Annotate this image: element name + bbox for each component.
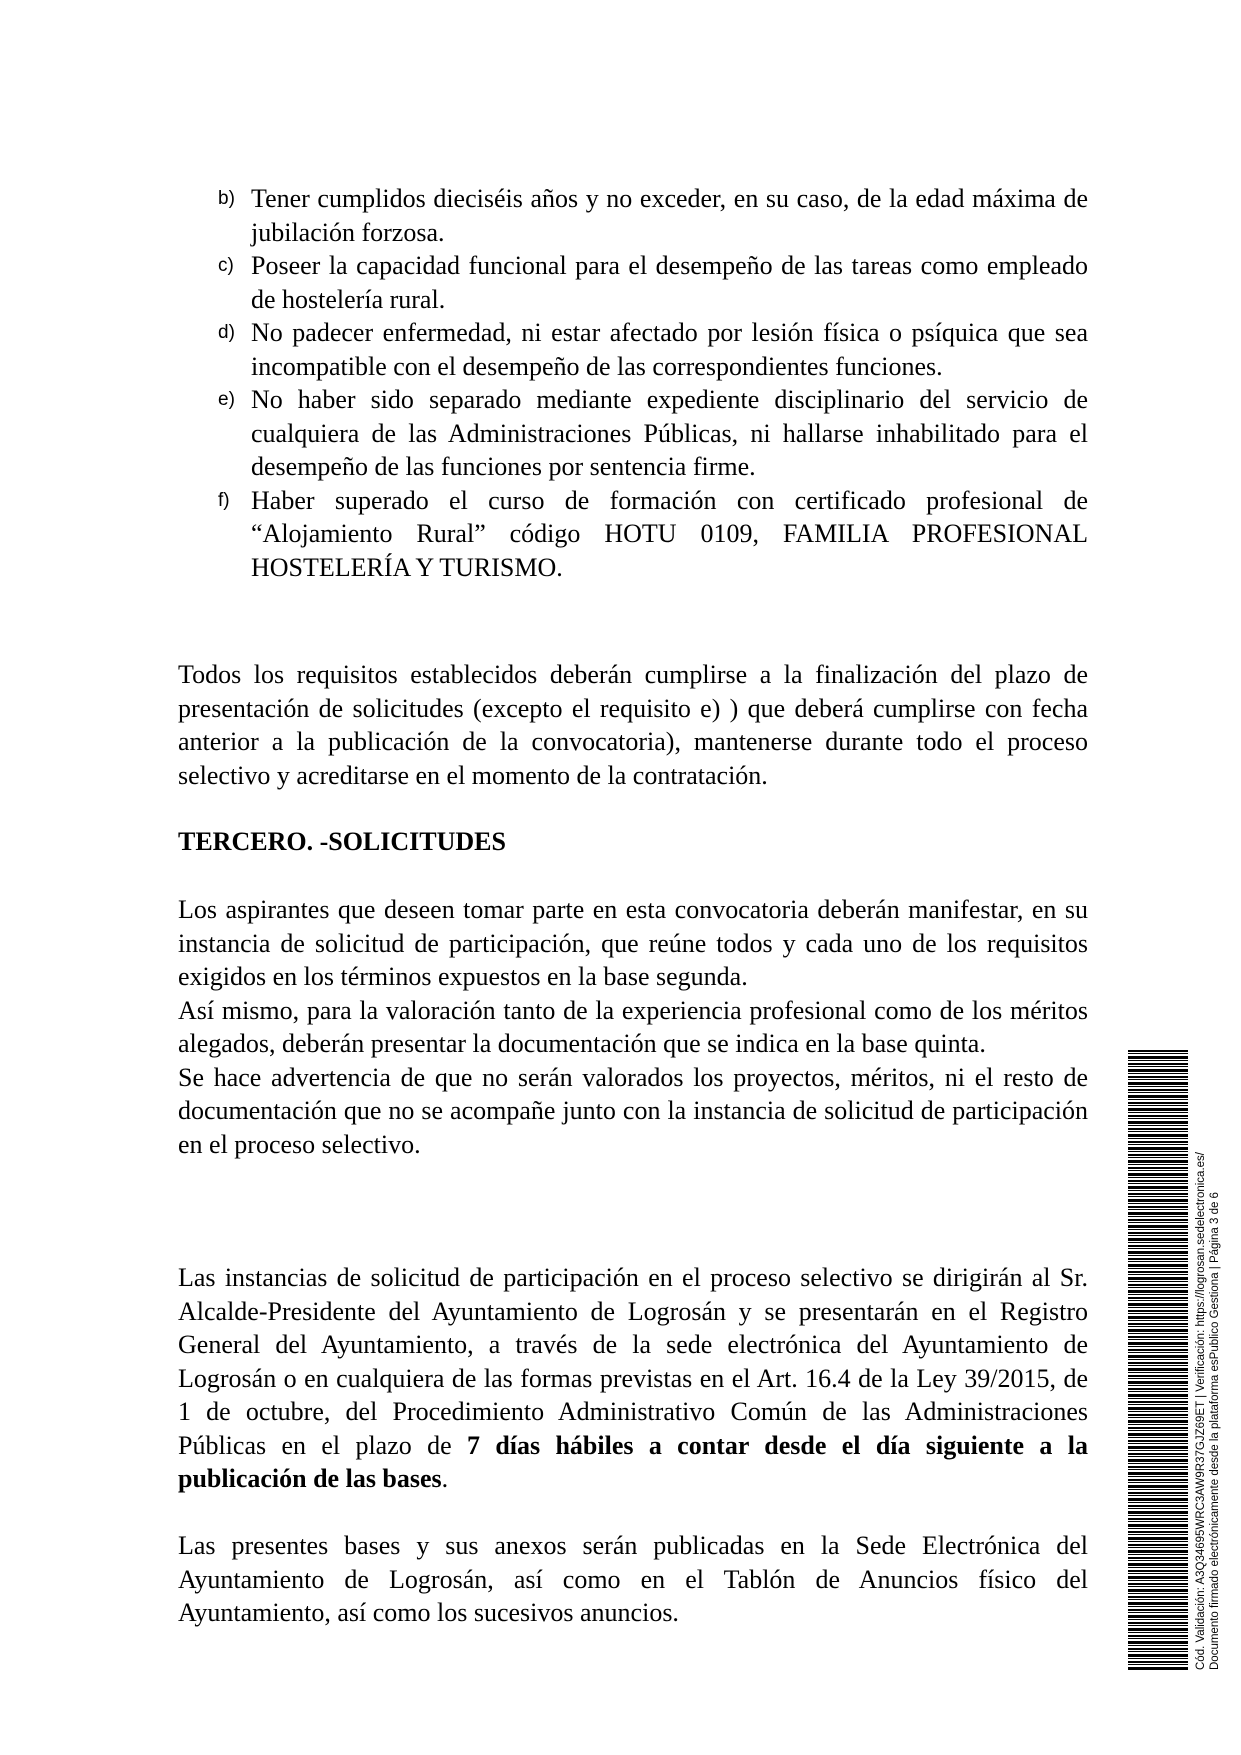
list-item-text: Haber superado el curso de formación con certificado profesional de “Alojamiento Rural” código HOTU 0109, FAMILIA PROFESIONAL HOSTELERÍA Y TURISMO.: [251, 485, 1088, 582]
list-item-text: No padecer enfermedad, ni estar afectado por lesión física o psíquica que sea incompatible con el desempeño de las correspondientes funciones.: [251, 318, 1088, 381]
list-item-text: Poseer la capacidad funcional para el desempeño de las tareas como empleado de hostelería rural.: [251, 251, 1088, 314]
instancias-text: Las instancias de solicitud de participación en el proceso selectivo se dirigirán al Sr. Alcalde-Presidente del Ayuntamiento de Logrosán y se presentarán en el Registro General del Ayuntamiento, a través de la sede electrónica del Ayuntamiento de Logrosán o en cualquiera de las formas previstas en el Art. 16.4 de la Ley 39/2015, de 1 de octubre, del Procedimiento Administrativo Común de las Administraciones Públicas en el plazo de: [178, 1263, 1088, 1460]
list-item-text: Tener cumplidos dieciséis años y no exceder, en su caso, de la edad máxima de jubilación forzosa.: [251, 184, 1088, 247]
validation-line: Documento firmado electrónicamente desde la plataforma esPublico Gestiona | Página 3 de 6: [1209, 1192, 1221, 1670]
requirements-paragraph: [178, 658, 1088, 792]
list-item: [218, 484, 1088, 585]
paragraph-text: Los aspirantes que deseen tomar parte en esta convocatoria deberán manifestar, en su instancia de solicitud de participación, que reúne todos y cada uno de los requisitos exigidos en los términos expuestos en la base segunda.: [178, 895, 1088, 991]
list-marker: d): [218, 322, 235, 343]
section-heading: TERCERO. -SOLICITUDES: [178, 827, 506, 856]
validation-line: Cód. Validación: A3Q34695WRC3AW9R37GJZ69ET | Verificación: https://logrosan.sedelectronica.es/: [1195, 1152, 1207, 1670]
instancias-paragraph: [178, 1261, 1088, 1496]
paragraph-text: Las presentes bases y sus anexos serán publicadas en la Sede Electrónica del Ayuntamiento de Logrosán, así como en el Tablón de Anuncios físico del Ayuntamiento, así como los sucesivos anuncios.: [178, 1531, 1088, 1627]
list-marker: c): [218, 255, 234, 276]
list-marker: b): [218, 188, 235, 209]
paragraph-text: Se hace advertencia de que no serán valorados los proyectos, méritos, ni el resto de documentación que no se acompañe junto con la instancia de solicitud de participación en el proceso selectivo.: [178, 1062, 1088, 1159]
list-marker: f): [218, 489, 230, 511]
requirements-list: [218, 182, 1088, 584]
list-item: [218, 316, 1088, 383]
list-item: [218, 182, 1088, 249]
list-item: [218, 249, 1088, 316]
solicitudes-block: [178, 893, 1088, 1161]
instancias-end: .: [441, 1464, 449, 1493]
validation-stamp: [1194, 1050, 1222, 1670]
list-item: [218, 383, 1088, 484]
list-marker: e): [218, 389, 235, 410]
paragraph-text: Todos los requisitos establecidos deberán cumplirse a la finalización del plazo de presentación de solicitudes (excepto el requisito e) ) que deberá cumplirse con fecha anterior a la publicación de la convocatoria), mantenerse durante todo el proceso selectivo y acreditarse en el momento de la contratación.: [178, 660, 1088, 790]
publicacion-paragraph: [178, 1529, 1088, 1630]
list-item-text: No haber sido separado mediante expediente disciplinario del servicio de cualquiera de las Administraciones Públicas, ni hallarse inhabilitado para el desempeño de las funciones por sentencia firme.: [251, 385, 1088, 481]
paragraph-text: Así mismo, para la valoración tanto de la experiencia profesional como de los méritos alegados, deberán presentar la documentación que se indica en la base quinta.: [178, 995, 1088, 1058]
paragraph-text: [178, 1261, 1088, 1496]
validation-barcode: [1128, 1050, 1188, 1670]
deadline-bold: 7 días hábiles a contar desde el día siguiente a la publicación de las bases: [178, 1430, 1088, 1493]
